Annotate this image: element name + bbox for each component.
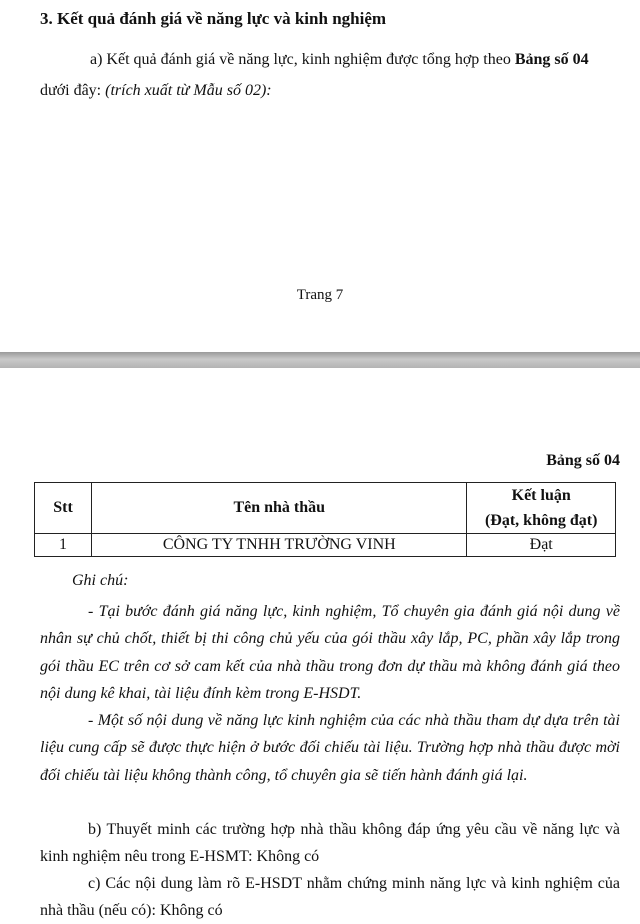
paragraph-a-source-note: (trích xuất từ Mẫu số 02): (105, 82, 272, 99)
page-separator (0, 352, 640, 368)
paragraph-a-text: a) Kết quả đánh giá về năng lực, kinh nghiệm được tổng hợp theo (90, 51, 515, 68)
table-caption: Bảng số 04 (546, 452, 620, 469)
header-contractor-name: Tên nhà thầu (92, 483, 467, 534)
paragraph-b: b) Thuyết minh các trường hợp nhà thầu không đáp ứng yêu cầu về năng lực và kinh nghiệm nêu trong E-HSMT: Không có (40, 821, 620, 865)
contractor-results-table (34, 482, 616, 557)
page-number: Trang 7 (296, 287, 344, 303)
header-stt: Stt (35, 483, 92, 534)
header-result-line2: (Đạt, không đạt) (484, 512, 598, 529)
paragraph-c: c) Các nội dung làm rõ E-HSDT nhằm chứng minh năng lực và kinh nghiệm của nhà thầu (nếu có): Không có (40, 875, 620, 919)
table-header-row (35, 483, 616, 534)
table-row (35, 534, 616, 557)
table-reference: Bảng số 04 (514, 51, 589, 68)
note-item: - Tại bước đánh giá năng lực, kinh nghiệm, Tổ chuyên gia đánh giá nội dung về nhân sự chủ chốt, thiết bị thi công chủ yếu của gói thầu xây lắp, PC, phần xây lắp trong gói thầu EC trên cơ sở cam kết của nhà thầu trong đơn dự thầu mà không đánh giá theo nội dung kê khai, tài liệu đính kèm trong E-HSDT. (40, 603, 620, 702)
paragraph-a-line1 (90, 51, 589, 69)
note-item: - Một số nội dung về năng lực kinh nghiệm của các nhà thầu tham dự dựa trên tài liệu cung cấp sẽ được thực hiện ở bước đối chiếu tài liệu. Trường hợp nhà thầu được mời đối chiếu tài liệu không thành công, tổ chuyên gia sẽ tiến hành đánh giá lại. (40, 712, 620, 784)
header-result (467, 483, 616, 534)
paragraph-a-continuation: dưới đây: (40, 82, 106, 99)
header-result-line1: Kết luận (511, 487, 571, 504)
paragraph-a-line2 (40, 82, 272, 100)
cell-result: Đạt (467, 534, 616, 557)
cell-contractor-name: CÔNG TY TNHH TRƯỜNG VINH (92, 534, 467, 557)
notes-title: Ghi chú: (72, 572, 129, 589)
section-heading: 3. Kết quả đánh giá về năng lực và kinh nghiệm (40, 9, 387, 28)
cell-stt: 1 (35, 534, 92, 557)
document-page-7 (0, 0, 640, 352)
